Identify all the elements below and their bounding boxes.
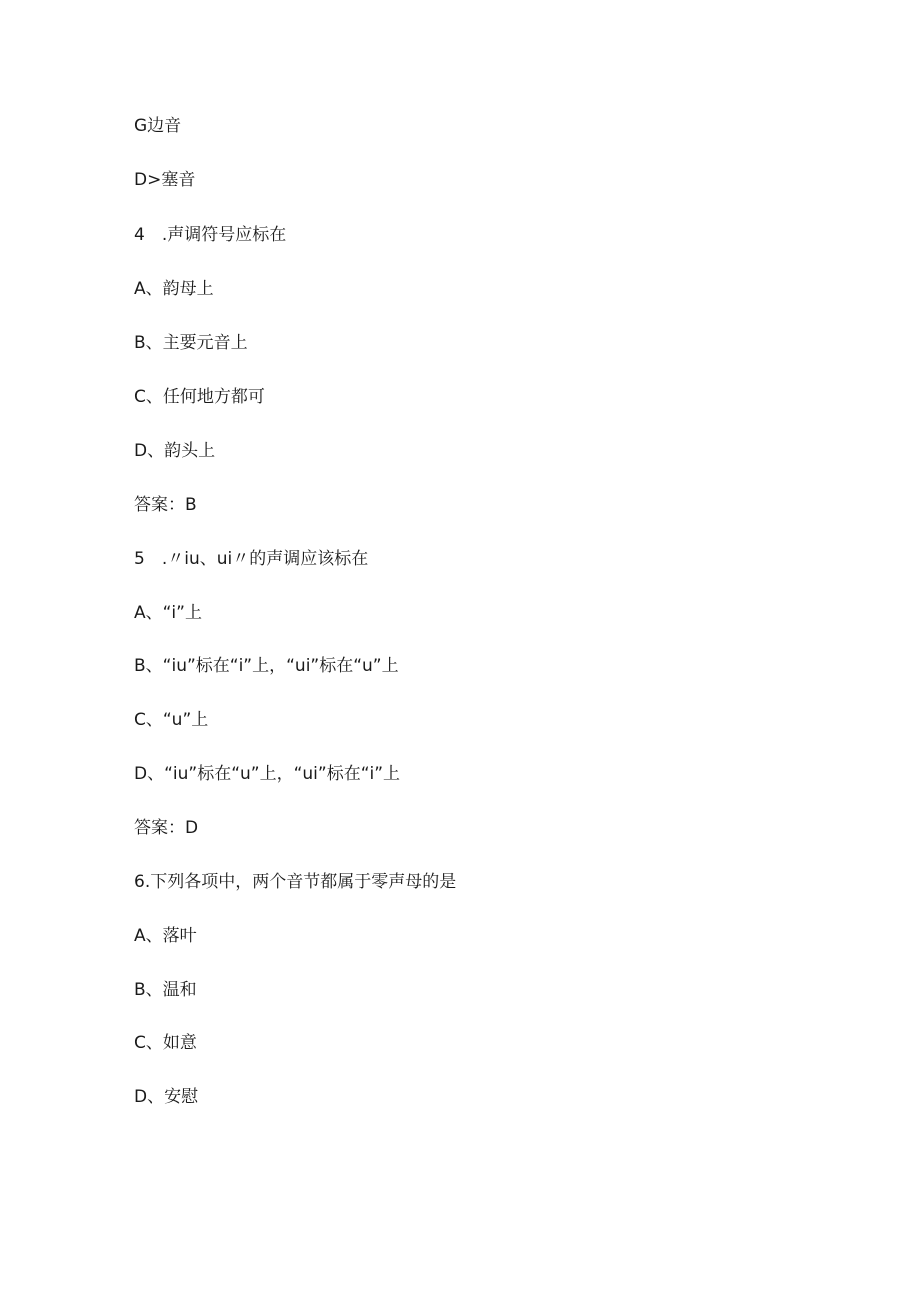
- q4-option-c: C、任何地方都可: [134, 387, 265, 407]
- question-5: 5 .〃iu、ui〃的声调应该标在: [134, 549, 369, 569]
- option-d-plosive: D>塞音: [134, 170, 196, 190]
- q5-option-b: B、“iu”标在“i”上，“ui”标在“u”上: [134, 656, 399, 676]
- q5-answer: 答案：D: [134, 818, 199, 838]
- q4-answer: 答案：B: [134, 495, 197, 515]
- option-g-lateral: G边音: [134, 116, 182, 136]
- q4-option-d: D、韵头上: [134, 441, 216, 461]
- q6-option-c: C、如意: [134, 1033, 197, 1053]
- question-4: 4 .声调符号应标在: [134, 225, 287, 245]
- q5-option-a: A、“i”上: [134, 603, 202, 623]
- q6-option-b: B、温和: [134, 980, 197, 1000]
- q6-option-d: D、安慰: [134, 1087, 199, 1107]
- question-6: 6.下列各项中，两个音节都属于零声母的是: [134, 872, 457, 892]
- q5-option-c: C、“u”上: [134, 710, 209, 730]
- q6-option-a: A、落叶: [134, 926, 197, 946]
- q4-option-b: B、主要元音上: [134, 333, 248, 353]
- q4-option-a: A、韵母上: [134, 279, 214, 299]
- q5-option-d: D、“iu”标在“u”上，“ui”标在“i”上: [134, 764, 401, 784]
